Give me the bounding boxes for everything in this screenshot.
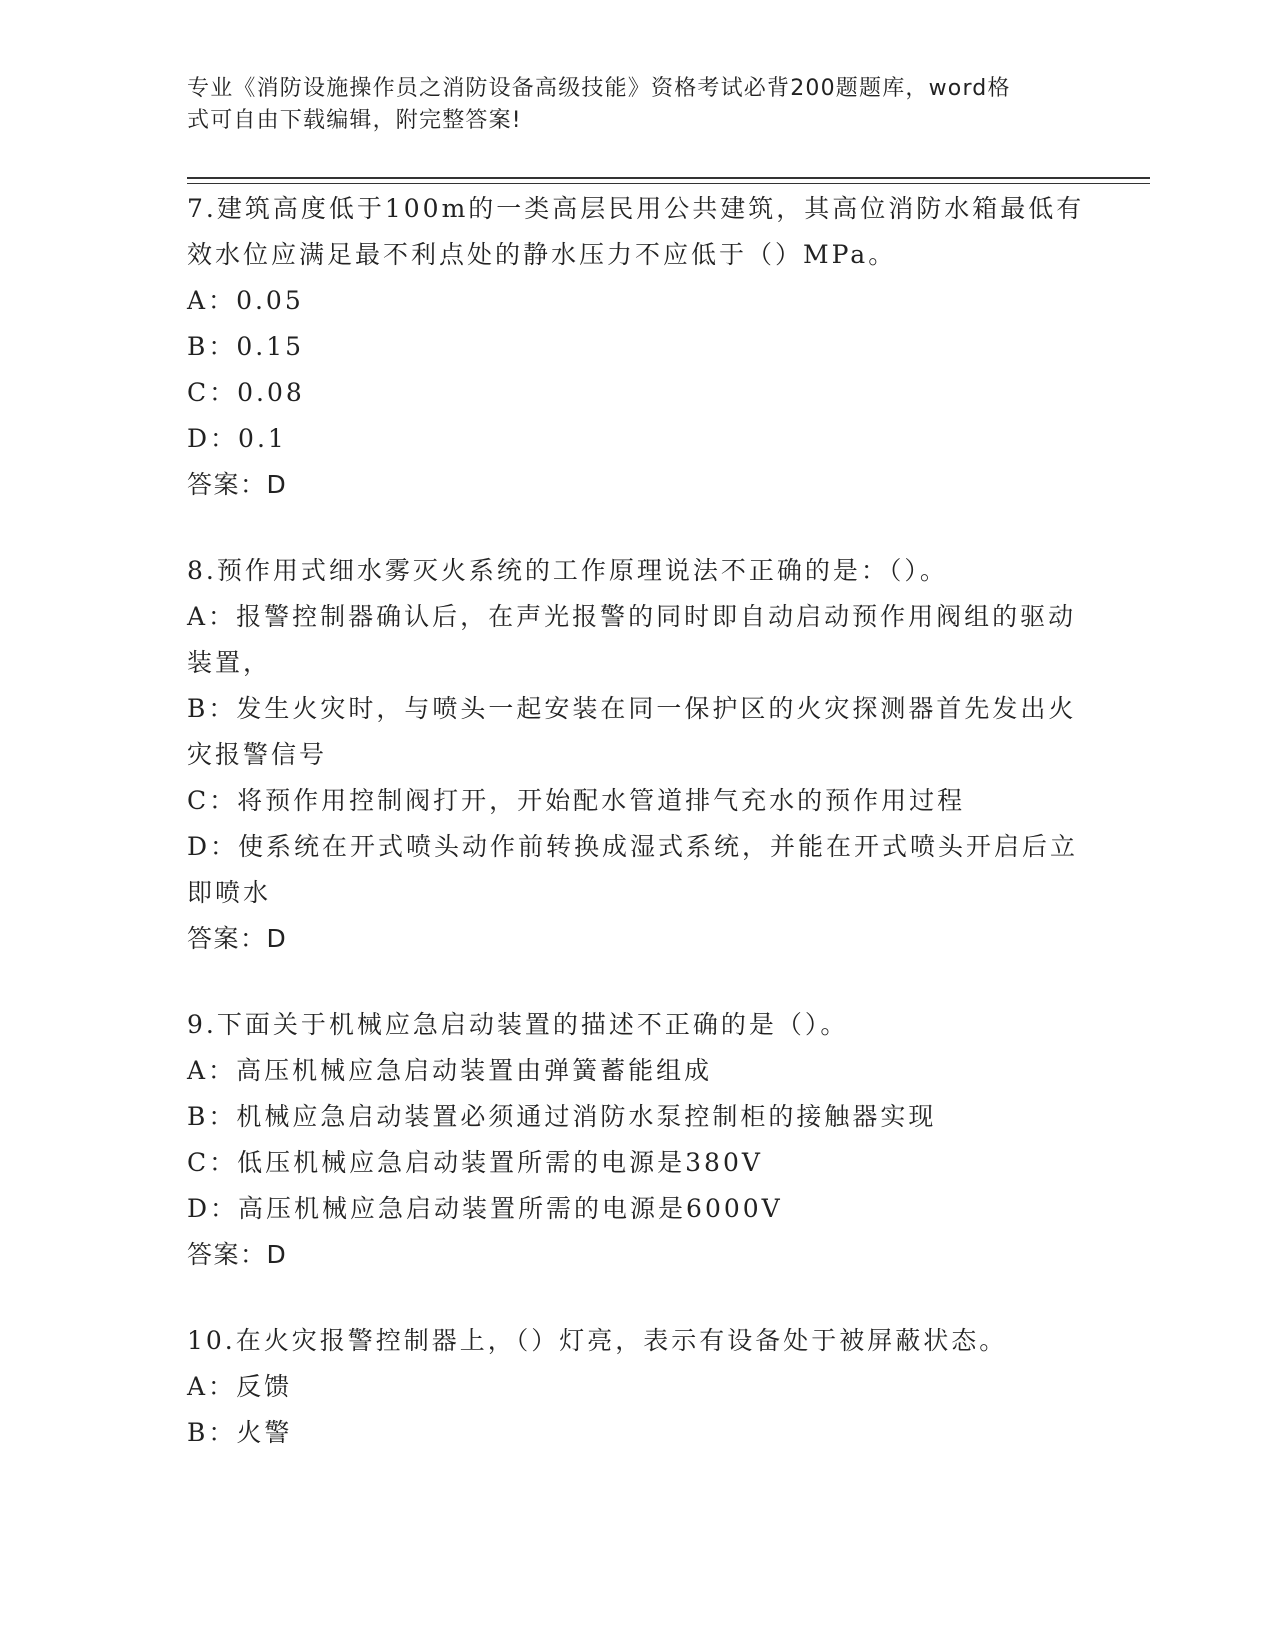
- header-line-1: 专业《消防设施操作员之消防设备高级技能》资格考试必背200题题库，word格: [187, 76, 1011, 101]
- option-key: D：: [187, 1194, 239, 1223]
- answer-line: 答案：D: [187, 470, 288, 499]
- document-header: [187, 73, 1067, 137]
- option-key: B：: [187, 1102, 237, 1131]
- option-a: [187, 1048, 1087, 1094]
- option-key: A：: [187, 286, 237, 315]
- option-b: [187, 686, 1087, 778]
- option-text: 0.08: [237, 378, 305, 407]
- question-8: [187, 548, 1087, 962]
- option-b: [187, 1094, 1087, 1140]
- option-text: 发生火灾时，与喷头一起安装在同一保护区的火灾探测器首先发出火灾报警信号: [187, 694, 1077, 769]
- option-b: [187, 1410, 1087, 1456]
- question-7: [187, 186, 1087, 508]
- option-c: [187, 1140, 1087, 1186]
- option-key: B：: [187, 332, 237, 361]
- option-key: B：: [187, 694, 237, 723]
- question-text: 8.预作用式细水雾灭火系统的工作原理说法不正确的是：（）。: [187, 556, 948, 585]
- option-a: [187, 1364, 1087, 1410]
- option-key: D：: [187, 424, 239, 453]
- option-key: A：: [187, 1056, 237, 1085]
- option-key: B：: [187, 1418, 237, 1447]
- option-text: 0.1: [238, 424, 287, 453]
- question-10: [187, 1318, 1087, 1456]
- option-key: A：: [187, 1372, 237, 1401]
- option-text: 0.05: [236, 286, 304, 315]
- answer-line: 答案：D: [187, 1240, 288, 1269]
- option-text: 低压机械应急启动装置所需的电源是380V: [237, 1148, 763, 1177]
- option-key: C：: [187, 786, 238, 815]
- option-key: D：: [187, 832, 239, 861]
- option-key: C：: [187, 1148, 238, 1177]
- option-text: 机械应急启动装置必须通过消防水泵控制柜的接触器实现: [236, 1102, 937, 1131]
- question-text: 10.在火灾报警控制器上，（）灯亮，表示有设备处于被屏蔽状态。: [187, 1326, 1008, 1355]
- header-line-2: 式可自由下载编辑，附完整答案!: [187, 108, 522, 133]
- question-text: 9.下面关于机械应急启动装置的描述不正确的是（）。: [187, 1010, 849, 1039]
- question-list: [187, 186, 1087, 1496]
- option-text: 反馈: [236, 1372, 293, 1401]
- option-key: A：: [187, 602, 237, 631]
- option-text: 高压机械应急启动装置所需的电源是6000V: [238, 1194, 783, 1223]
- option-c: [187, 370, 1087, 416]
- option-d: [187, 1186, 1087, 1232]
- header-divider-thick: [187, 177, 1150, 179]
- option-c: [187, 778, 1087, 824]
- question-text: 7.建筑高度低于100m的一类高层民用公共建筑，其高位消防水箱最低有效水位应满足最不利点处的静水压力不应低于（）MPa。: [187, 194, 1085, 269]
- option-text: 将预作用控制阀打开，开始配水管道排气充水的预作用过程: [237, 786, 966, 815]
- option-a: [187, 594, 1087, 686]
- option-d: [187, 824, 1087, 916]
- option-text: 报警控制器确认后，在声光报警的同时即自动启动预作用阀组的驱动装置，: [187, 602, 1077, 677]
- answer-line: 答案：D: [187, 924, 288, 953]
- header-divider-thin: [187, 183, 1150, 184]
- option-a: [187, 278, 1087, 324]
- option-text: 高压机械应急启动装置由弹簧蓄能组成: [236, 1056, 713, 1085]
- question-9: [187, 1002, 1087, 1278]
- option-b: [187, 324, 1087, 370]
- option-text: 0.15: [236, 332, 305, 361]
- option-text: 火警: [236, 1418, 293, 1447]
- option-key: C：: [187, 378, 238, 407]
- option-d: [187, 416, 1087, 462]
- option-text: 使系统在开式喷头动作前转换成湿式系统，并能在开式喷头开启后立即喷水: [187, 832, 1079, 907]
